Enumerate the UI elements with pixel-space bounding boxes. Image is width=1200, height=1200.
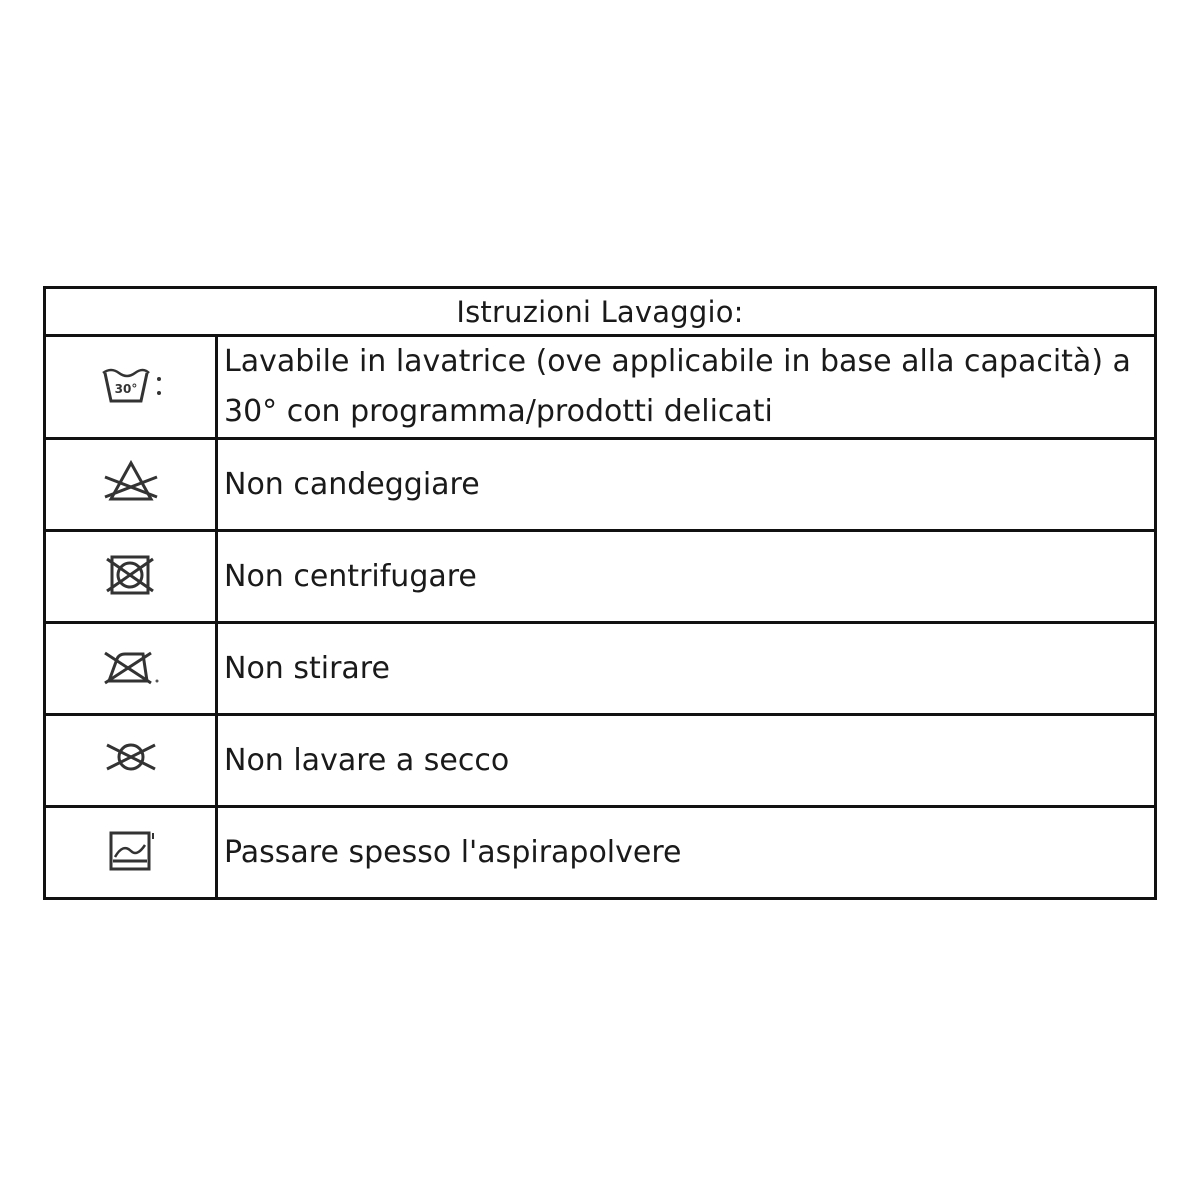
- vacuum-icon: [91, 821, 171, 881]
- table-row: [45, 336, 1156, 439]
- icon-cell: [45, 336, 217, 439]
- instruction-text: Non centrifugare: [217, 531, 1156, 623]
- icon-cell: [45, 439, 217, 531]
- no-iron-icon: [91, 637, 171, 697]
- instruction-text: Non lavare a secco: [217, 715, 1156, 807]
- icon-cell: [45, 623, 217, 715]
- instruction-text: Non candeggiare: [217, 439, 1156, 531]
- table-row: [45, 439, 1156, 531]
- table-row: [45, 531, 1156, 623]
- no-dry-clean-icon: [91, 729, 171, 789]
- wash-temperature: 30°: [114, 382, 137, 396]
- instruction-text: Lavabile in lavatrice (ove applicabile in base alla capacità) a 30° con programma/prodotti delicati: [217, 336, 1156, 439]
- instruction-text: Non stirare: [217, 623, 1156, 715]
- icon-cell: [45, 807, 217, 899]
- icon-cell: [45, 531, 217, 623]
- care-instructions-table: [43, 286, 1157, 900]
- table-title: Istruzioni Lavaggio:: [45, 288, 1156, 336]
- no-bleach-icon: [91, 453, 171, 513]
- icon-cell: [45, 715, 217, 807]
- wash-30-icon: [91, 355, 171, 415]
- instruction-text: Passare spesso l'aspirapolvere: [217, 807, 1156, 899]
- table-row: [45, 807, 1156, 899]
- table-row: [45, 623, 1156, 715]
- table-row: [45, 715, 1156, 807]
- no-tumble-dry-icon: [91, 545, 171, 605]
